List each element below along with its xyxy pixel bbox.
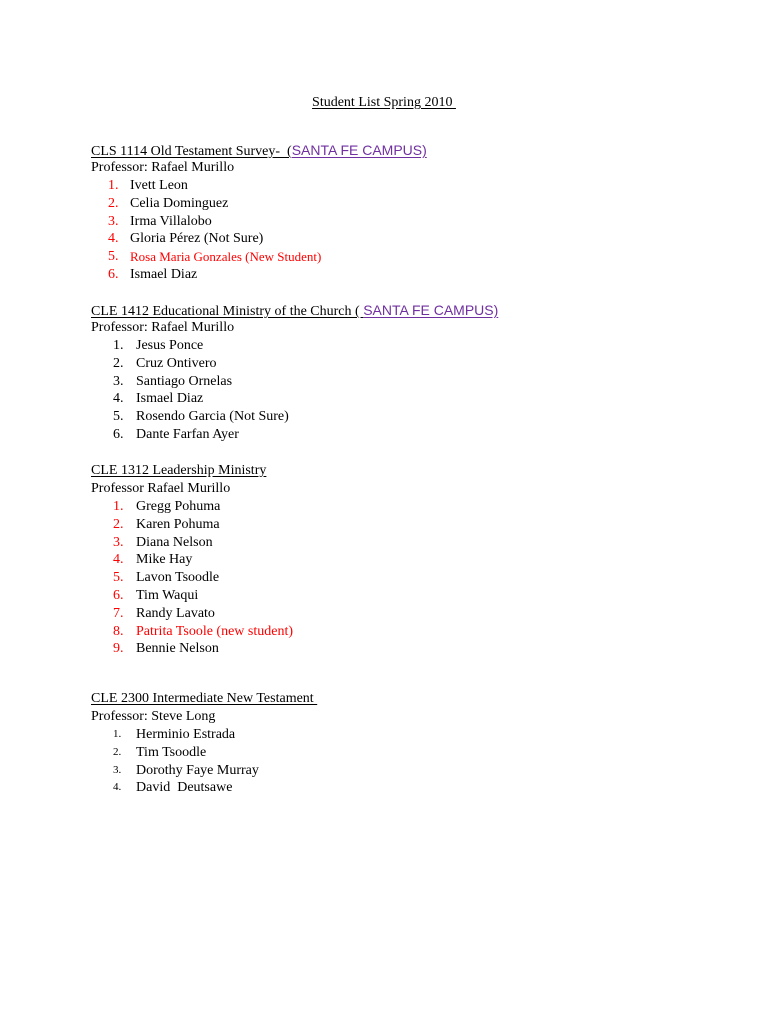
student-name: Herminio Estrada <box>136 727 236 742</box>
course-heading <box>91 462 691 480</box>
list-item <box>91 779 691 797</box>
student-list <box>91 726 691 797</box>
list-item <box>91 195 691 213</box>
list-number: 5. <box>113 409 124 425</box>
student-name: Mike Hay <box>136 552 193 568</box>
student-name: Lavon Tsoodle <box>136 570 220 586</box>
professor-line: Professor: Rafael Murillo <box>91 160 235 175</box>
list-item <box>91 337 691 355</box>
list-item <box>91 744 691 762</box>
list-item <box>91 213 691 231</box>
list-number: 8. <box>113 623 124 639</box>
list-item <box>91 408 691 426</box>
student-name: Tim Waqui <box>136 587 199 603</box>
list-number: 1. <box>113 728 122 740</box>
student-name: Gregg Pohuma <box>136 499 221 514</box>
course-section-cls-1114 <box>91 141 691 284</box>
campus-label: SANTA FE CAMPUS) <box>291 142 427 158</box>
student-name: Cruz Ontivero <box>136 355 217 371</box>
student-list <box>91 177 691 284</box>
list-item <box>91 516 691 534</box>
list-item <box>91 726 691 744</box>
course-title: CLE 1412 Educational Ministry of the Church ( <box>91 304 364 319</box>
course-section-cle-1312 <box>91 462 691 658</box>
list-number: 1. <box>113 499 124 514</box>
student-name: Rosendo Garcia (Not Sure) <box>136 409 289 425</box>
list-item <box>91 569 691 587</box>
course-title: CLE 1312 Leadership Ministry <box>91 463 267 478</box>
student-name: Karen Pohuma <box>136 516 220 532</box>
list-number: 6. <box>113 587 124 603</box>
student-name: Randy Lavato <box>136 605 215 621</box>
list-item <box>91 355 691 373</box>
professor-line: Professor: Rafael Murillo <box>91 320 235 335</box>
course-section-cle-2300 <box>91 690 691 797</box>
list-number: 5. <box>108 249 119 265</box>
list-item <box>91 640 691 658</box>
student-name: Patrita Tsoole (new student) <box>136 623 294 639</box>
list-item <box>91 498 691 516</box>
student-name: Ismael Diaz <box>136 391 204 407</box>
list-item <box>91 426 691 444</box>
list-number: 4. <box>113 391 124 407</box>
list-number: 3. <box>108 213 119 229</box>
course-heading <box>91 301 691 319</box>
course-title: CLS 1114 Old Testament Survey- ( <box>91 144 292 159</box>
student-list <box>91 337 691 444</box>
list-item <box>91 551 691 569</box>
student-name: David Deutsawe <box>136 780 233 796</box>
list-number: 9. <box>113 641 124 657</box>
list-number: 4. <box>113 781 122 794</box>
list-number: 3. <box>113 763 122 776</box>
document-title <box>0 94 768 112</box>
list-item <box>91 623 691 641</box>
list-number: 3. <box>113 534 124 550</box>
list-number: 6. <box>113 426 124 442</box>
list-number: 1. <box>108 178 119 193</box>
list-number: 3. <box>113 373 124 389</box>
student-name: Dorothy Faye Murray <box>136 762 259 778</box>
document-title-text: Student List Spring 2010 <box>312 95 456 110</box>
list-number: 2. <box>108 195 119 211</box>
campus-label: SANTA FE CAMPUS) <box>363 302 499 318</box>
professor-line: Professor: Steve Long <box>91 709 216 724</box>
list-number: 1. <box>113 338 124 353</box>
list-number: 2. <box>113 355 124 371</box>
list-item <box>91 373 691 391</box>
list-number: 6. <box>108 266 119 282</box>
student-name: Bennie Nelson <box>136 641 219 657</box>
list-item <box>91 266 691 284</box>
student-name: Ivett Leon <box>130 178 188 193</box>
student-name: Jesus Ponce <box>136 338 204 353</box>
course-heading <box>91 690 691 708</box>
list-item <box>91 605 691 623</box>
list-item <box>91 762 691 780</box>
list-number: 2. <box>113 745 122 758</box>
list-number: 7. <box>113 605 124 621</box>
student-name: Gloria Pérez (Not Sure) <box>130 231 264 247</box>
list-item <box>91 390 691 408</box>
list-item <box>91 248 691 266</box>
list-item <box>91 177 691 195</box>
list-item <box>91 587 691 605</box>
course-title: CLE 2300 Intermediate New Testament <box>91 691 318 706</box>
course-section-cle-1412 <box>91 301 691 444</box>
student-name: Diana Nelson <box>136 534 213 550</box>
list-item <box>91 534 691 552</box>
professor-line: Professor Rafael Murillo <box>91 481 231 496</box>
list-number: 5. <box>113 570 124 586</box>
course-heading <box>91 141 691 159</box>
student-name: Ismael Diaz <box>130 266 198 282</box>
student-name: Rosa Maria Gonzales (New Student) <box>130 249 322 265</box>
student-name: Dante Farfan Ayer <box>136 426 239 442</box>
student-list <box>91 498 691 658</box>
list-number: 4. <box>113 552 124 568</box>
list-number: 4. <box>108 231 119 247</box>
list-number: 2. <box>113 516 124 532</box>
list-item <box>91 230 691 248</box>
student-name: Tim Tsoodle <box>136 744 207 760</box>
student-name: Irma Villalobo <box>130 213 212 229</box>
student-name: Celia Dominguez <box>130 195 229 211</box>
student-name: Santiago Ornelas <box>136 373 233 389</box>
